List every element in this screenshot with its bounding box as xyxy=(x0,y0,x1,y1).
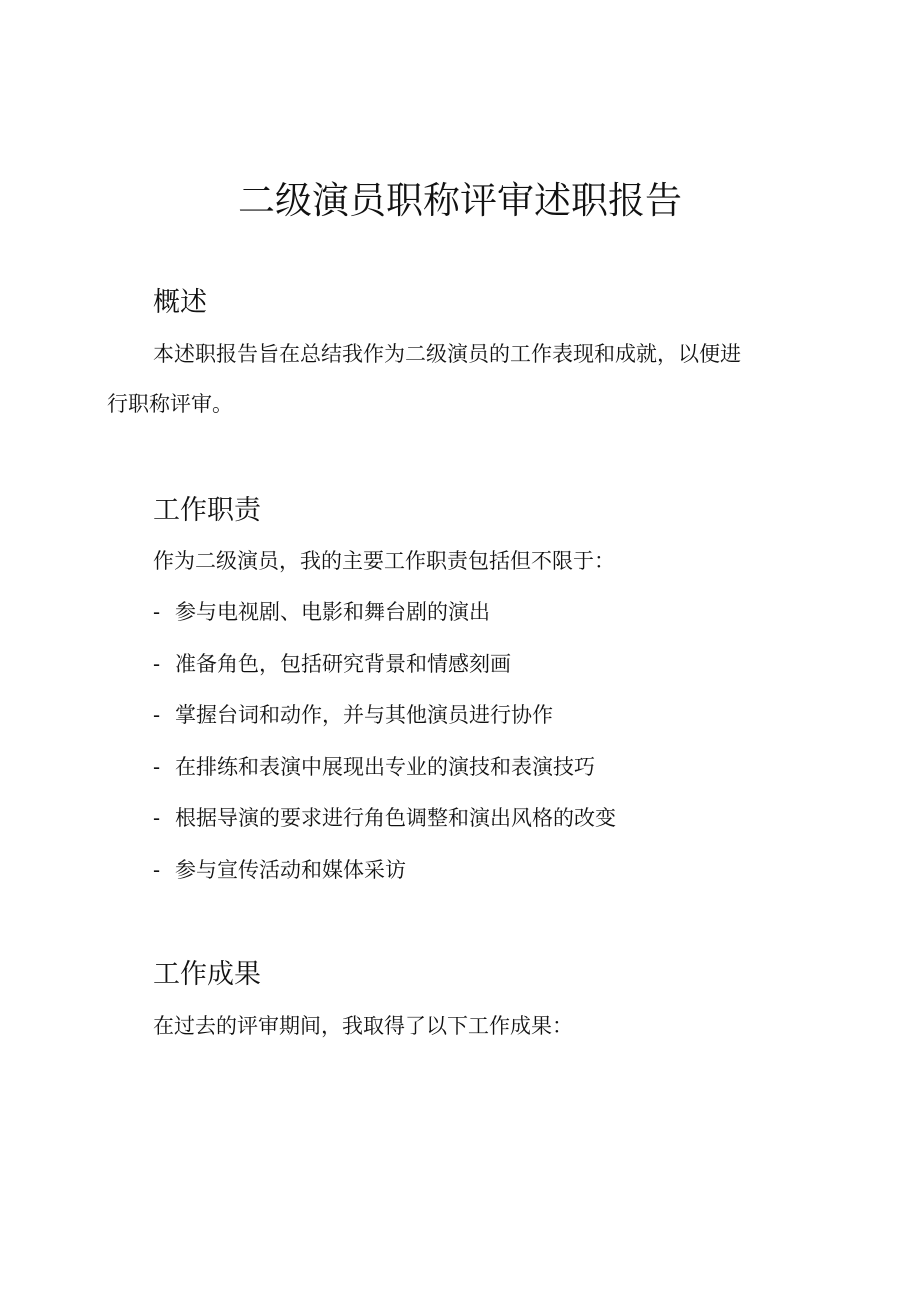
list-item xyxy=(153,701,553,729)
bullet-dash: - xyxy=(153,858,161,882)
list-item-text: 参与宣传活动和媒体采访 xyxy=(175,858,406,882)
section-heading-responsibilities: 工作职责 xyxy=(153,495,261,526)
bullet-dash: - xyxy=(153,755,161,779)
list-item xyxy=(153,650,511,678)
list-item xyxy=(153,598,490,626)
bullet-dash: - xyxy=(153,652,161,676)
list-item xyxy=(153,753,595,781)
responsibilities-intro: 作为二级演员，我的主要工作职责包括但不限于： xyxy=(153,549,615,573)
bullet-dash: - xyxy=(153,806,161,830)
list-item-text: 准备角色，包括研究背景和情感刻画 xyxy=(175,652,511,676)
list-item-text: 参与电视剧、电影和舞台剧的演出 xyxy=(175,600,490,624)
achievements-intro: 在过去的评审期间，我取得了以下工作成果： xyxy=(153,1014,573,1038)
section-heading-overview: 概述 xyxy=(153,287,207,318)
document-title: 二级演员职称评审述职报告 xyxy=(238,179,682,222)
list-item-text: 掌握台词和动作，并与其他演员进行协作 xyxy=(175,703,553,727)
overview-paragraph-line-1: 本述职报告旨在总结我作为二级演员的工作表现和成就，以便进 xyxy=(153,342,741,366)
overview-paragraph-line-2: 行职称评审。 xyxy=(107,392,233,416)
bullet-dash: - xyxy=(153,703,161,727)
list-item xyxy=(153,804,616,832)
list-item xyxy=(153,856,406,884)
bullet-dash: - xyxy=(153,600,161,624)
list-item-text: 在排练和表演中展现出专业的演技和表演技巧 xyxy=(175,755,595,779)
section-heading-achievements: 工作成果 xyxy=(153,959,261,990)
list-item-text: 根据导演的要求进行角色调整和演出风格的改变 xyxy=(175,806,616,830)
